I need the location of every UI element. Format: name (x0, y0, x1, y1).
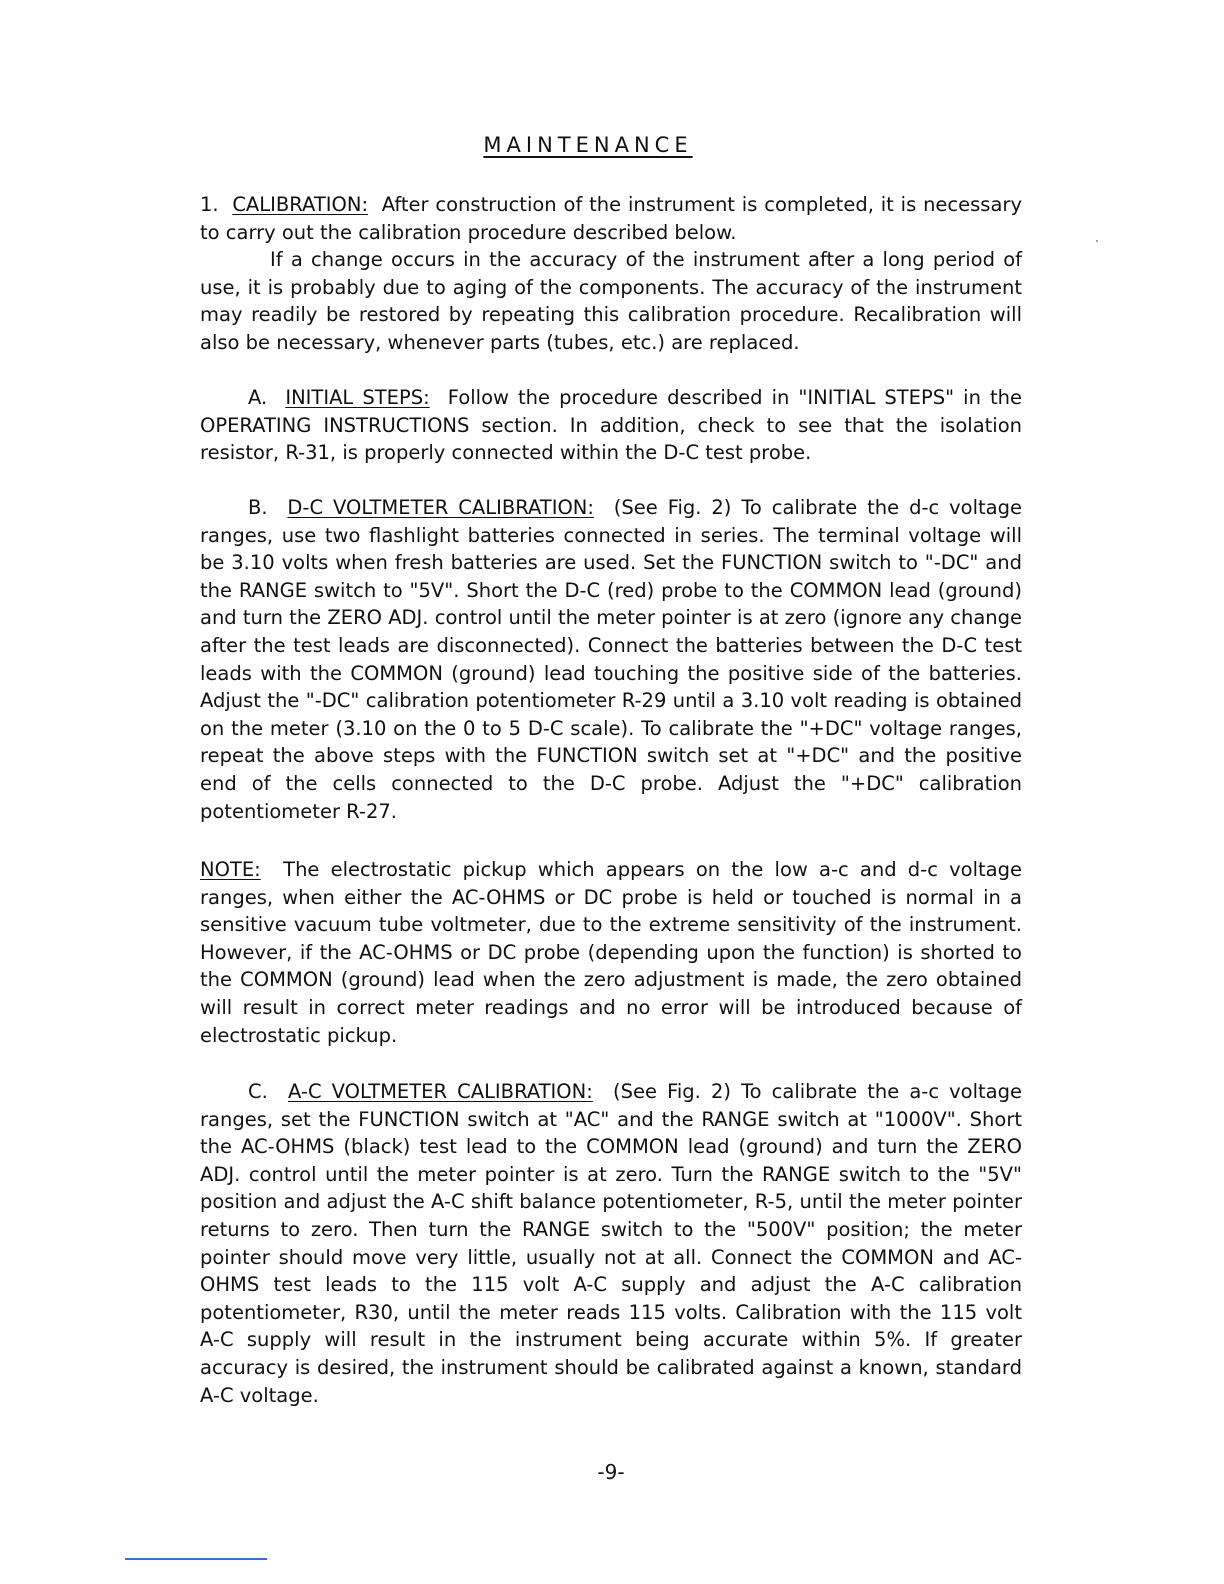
ac-calibration-heading: A-C VOLTMETER CALIBRATION: (288, 1080, 593, 1103)
dc-calibration-text: (See Fig. 2) To calibrate the d-c voltage ranges, use two flashlight batteries connected in series. The terminal voltage will be 3.10 volts when fresh batteries are used. Set the FUNCTION switch to "-DC" and the RANGE switch to "5V". Short the D-C (red) probe to the COMMON lead (ground) and turn the ZERO ADJ. control until the meter pointer is at zero (ignore any change after the test leads are disconnected). Connect the batteries between the D-C test leads with the COMMON (ground) lead touching the positive side of the batteries. Adjust the "-DC" calibration potentiometer R-29 until a 3.10 volt reading is obtained on the meter (3.10 on the 0 to 5 D-C scale). To calibrate the "+DC" voltage ranges, repeat the above steps with the FUNCTION switch set at "+DC" and the positive end of the cells connected to the D-C probe. Adjust the "+DC" calibration potentiometer R-27. (200, 496, 1022, 823)
note-section (200, 856, 1022, 1049)
page-title: MAINTENANCE (483, 133, 693, 157)
ac-calibration-letter: C. (248, 1080, 268, 1103)
note-text: The electrostatic pickup which appears on the low a-c and d-c voltage ranges, when either the AC-OHMS or DC probe is held or touched is normal in a sensitive vacuum tube voltmeter, due to the extreme sensitivity of the instrument. However, if the AC-OHMS or DC probe (depending upon the function) is shorted to the COMMON (ground) lead when the zero adjustment is made, the zero obtained will result in correct meter readings and no error will be introduced because of electrostatic pickup. (200, 858, 1022, 1047)
initial-steps-heading: INITIAL STEPS: (285, 386, 430, 409)
dc-calibration-letter: B. (248, 496, 268, 519)
note-heading: NOTE: (200, 858, 261, 881)
initial-steps-section (200, 384, 1022, 467)
calibration-section (200, 191, 1022, 246)
dc-calibration-section (200, 494, 1022, 825)
document-page (200, 0, 1022, 1584)
calibration-heading: CALIBRATION: (232, 193, 369, 216)
initial-steps-text: Follow the procedure described in "INITIAL STEPS" in the OPERATING INSTRUCTIONS section. In addition, check to see that the isolation resistor, R-31, is properly connected within the D-C test probe. (200, 386, 1022, 465)
calibration-text: After construction of the instrument is completed, it is necessary to carry out the calibration procedure described below. (200, 193, 1022, 244)
page-number: -9- (597, 1460, 625, 1484)
initial-steps-letter: A. (248, 386, 268, 409)
ac-calibration-text: (See Fig. 2) To calibrate the a-c voltage ranges, set the FUNCTION switch at "AC" and the RANGE switch at "1000V". Short the AC-OHMS (black) test lead to the COMMON lead (ground) and turn the ZERO ADJ. control until the meter pointer is at zero. Turn the RANGE switch to the "5V" position and adjust the A-C shift balance potentiometer, R-5, until the meter pointer returns to zero. Then turn the RANGE switch to the "500V" position; the meter pointer should move very little, usually not at all. Connect the COMMON and AC-OHMS test leads to the 115 volt A-C supply and adjust the A-C calibration potentiometer, R30, until the meter reads 115 volts. Calibration with the 115 volt A-C supply will result in the instrument being accurate within 5%. If greater accuracy is desired, the instrument should be calibrated against a known, standard A-C voltage. (200, 1080, 1023, 1407)
scan-speck (1096, 240, 1098, 242)
calibration-number: 1. (200, 193, 219, 216)
calibration-paragraph-2: If a change occurs in the accuracy of the instrument after a long period of use, it is probably due to aging of the components. The accuracy of the instrument may readily be restored by repeating this calibration procedure. Recalibration will also be necessary, whenever parts (tubes, etc.) are replaced. (200, 248, 1022, 354)
footer-divider (125, 1558, 267, 1560)
dc-calibration-heading: D-C VOLTMETER CALIBRATION: (287, 496, 594, 519)
ac-calibration-section (200, 1078, 1022, 1409)
